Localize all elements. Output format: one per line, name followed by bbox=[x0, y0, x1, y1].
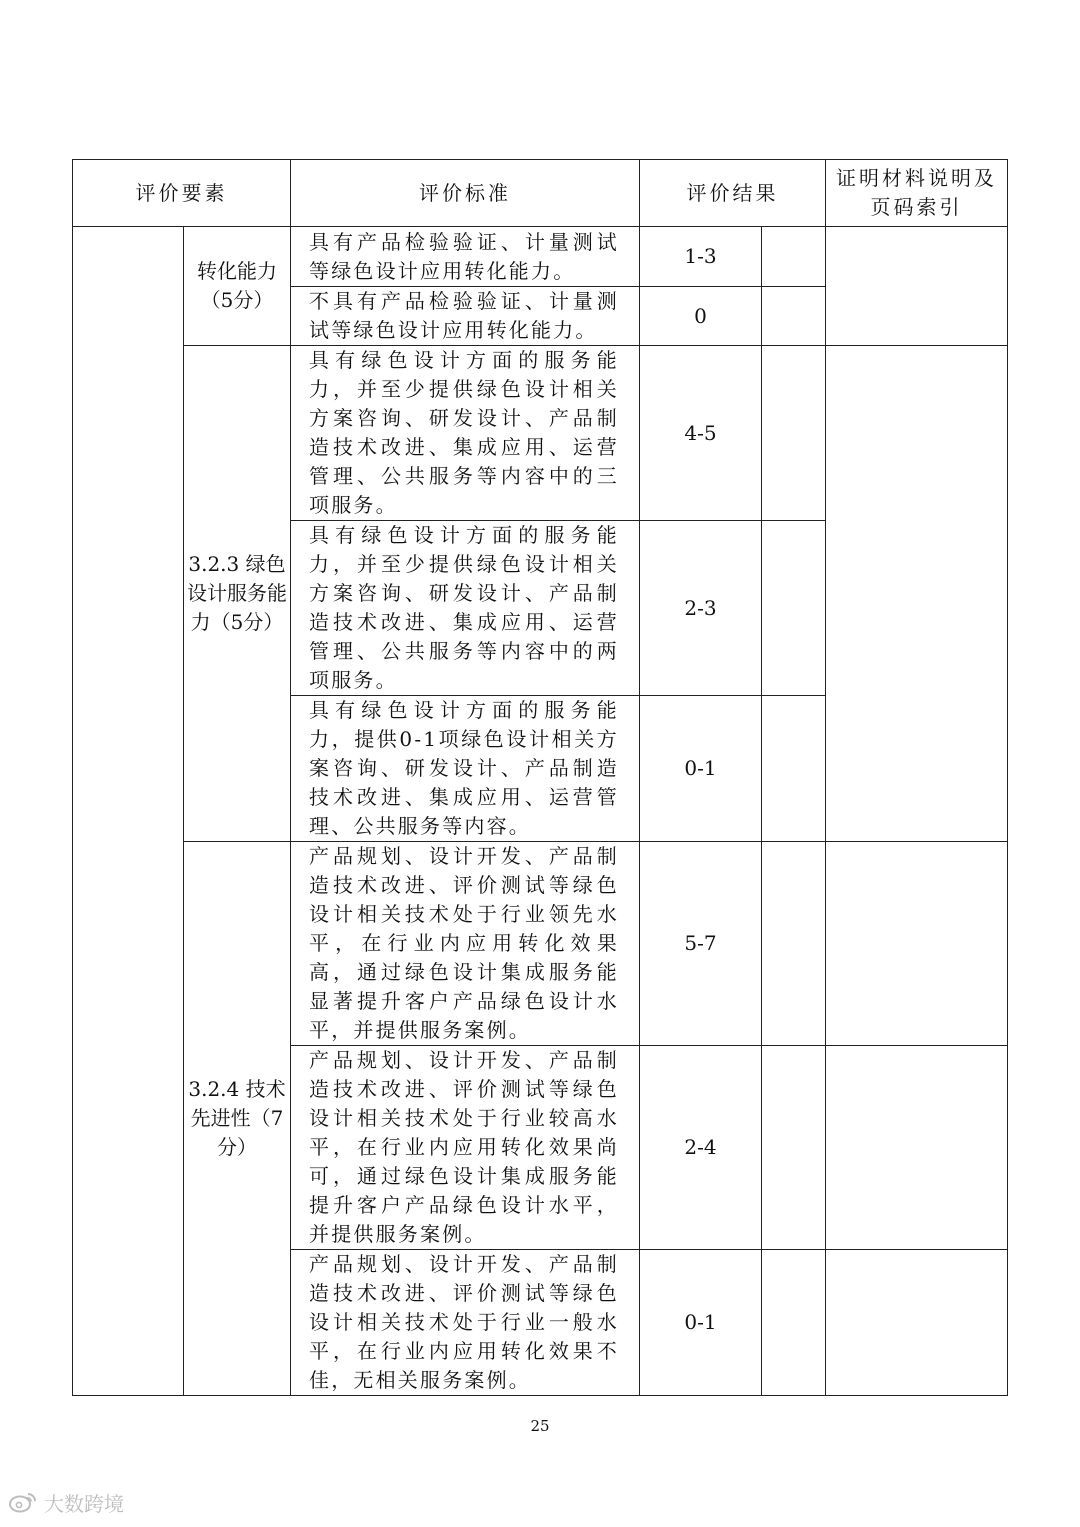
header-evidence: 证明材料说明及页码索引 bbox=[826, 160, 1008, 227]
result-cell bbox=[762, 696, 826, 842]
score-range: 5-7 bbox=[640, 842, 762, 1046]
score-range: 1-3 bbox=[640, 227, 762, 287]
score-range: 4-5 bbox=[640, 346, 762, 521]
result-cell bbox=[762, 1250, 826, 1396]
evidence-cell bbox=[826, 227, 1008, 346]
criterion-cell: 产品规划、设计开发、产品制造技术改进、评价测试等绿色设计相关技术处于行业一般水平，在行业内应用转化效果不佳，无相关服务案例。 bbox=[291, 1250, 640, 1396]
criterion-cell: 具有绿色设计方面的服务能力，并至少提供绿色设计相关方案咨询、研发设计、产品制造技术改进、集成应用、运营管理、公共服务等内容中的两项服务。 bbox=[291, 521, 640, 696]
score-range: 0 bbox=[640, 287, 762, 346]
table-row bbox=[73, 842, 1008, 1046]
criterion-cell: 不具有产品检验验证、计量测试等绿色设计应用转化能力。 bbox=[291, 287, 640, 346]
score-range: 0-1 bbox=[640, 696, 762, 842]
result-cell bbox=[762, 521, 826, 696]
score-range: 0-1 bbox=[640, 1250, 762, 1396]
criterion-cell: 产品规划、设计开发、产品制造技术改进、评价测试等绿色设计相关技术处于行业领先水平，在行业内应用转化效果高，通过绿色设计集成服务能显著提升客户产品绿色设计水平，并提供服务案例。 bbox=[291, 842, 640, 1046]
category-cell bbox=[73, 227, 184, 1396]
evidence-cell bbox=[826, 346, 1008, 842]
result-cell bbox=[762, 346, 826, 521]
header-result: 评价结果 bbox=[640, 160, 826, 227]
criterion-cell: 具有绿色设计方面的服务能力，并至少提供绿色设计相关方案咨询、研发设计、产品制造技术改进、集成应用、运营管理、公共服务等内容中的三项服务。 bbox=[291, 346, 640, 521]
evidence-cell bbox=[826, 1250, 1008, 1396]
watermark-text: 大数跨境 bbox=[44, 1491, 124, 1516]
result-cell bbox=[762, 842, 826, 1046]
score-range: 2-3 bbox=[640, 521, 762, 696]
criterion-cell: 具有产品检验验证、计量测试等绿色设计应用转化能力。 bbox=[291, 227, 640, 287]
header-standard: 评价标准 bbox=[291, 160, 640, 227]
evidence-cell bbox=[826, 842, 1008, 1046]
result-cell bbox=[762, 287, 826, 346]
table-row bbox=[73, 227, 1008, 287]
element-tech-advancement: 3.2.4 技术先进性（7分） bbox=[184, 842, 291, 1396]
evidence-cell bbox=[826, 1046, 1008, 1250]
evaluation-table bbox=[72, 159, 1008, 1396]
criterion-cell: 具有绿色设计方面的服务能力，提供0-1项绿色设计相关方案咨询、研发设计、产品制造技术改进、集成应用、运营管理、公共服务等内容。 bbox=[291, 696, 640, 842]
page-number: 25 bbox=[530, 1417, 550, 1435]
weibo-icon bbox=[8, 1490, 38, 1514]
table-row bbox=[73, 346, 1008, 521]
criterion-cell: 产品规划、设计开发、产品制造技术改进、评价测试等绿色设计相关技术处于行业较高水平，在行业内应用转化效果尚可，通过绿色设计集成服务能提升客户产品绿色设计水平，并提供服务案例。 bbox=[291, 1046, 640, 1250]
header-element: 评价要素 bbox=[73, 160, 291, 227]
header-row bbox=[73, 160, 1008, 227]
score-range: 2-4 bbox=[640, 1046, 762, 1250]
watermark bbox=[8, 1487, 124, 1517]
result-cell bbox=[762, 227, 826, 287]
element-transform: 转化能力（5分） bbox=[184, 227, 291, 346]
result-cell bbox=[762, 1046, 826, 1250]
element-service-capability: 3.2.3 绿色设计服务能力（5分） bbox=[184, 346, 291, 842]
